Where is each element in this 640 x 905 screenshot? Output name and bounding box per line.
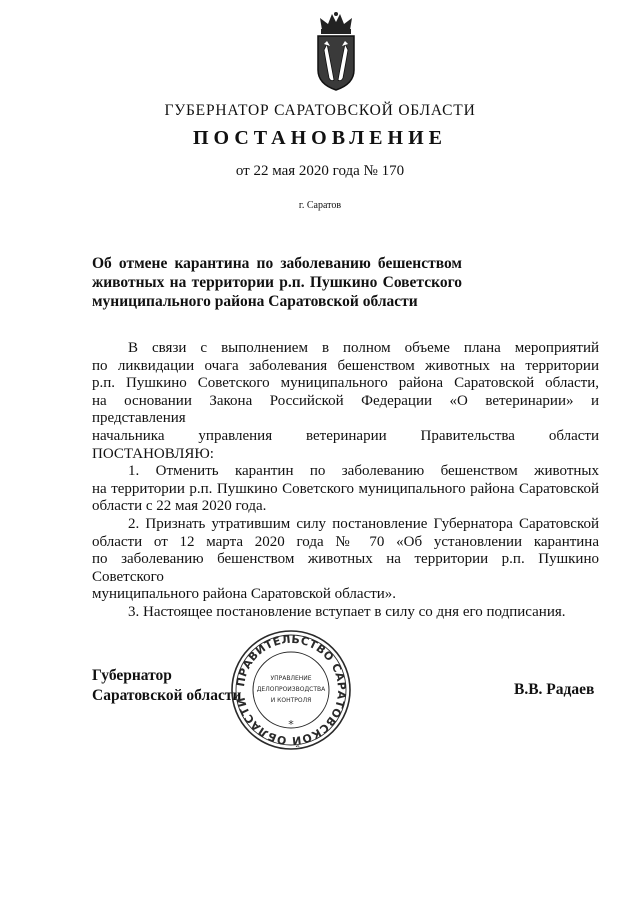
stamp-center-line: ДЕЛОПРОИЗВОДСТВА xyxy=(256,686,326,693)
stamp-ring-text: ПРАВИТЕЛЬСТВО САРАТОВСКОЙ ОБЛАСТИ xyxy=(233,632,349,748)
signatory-position xyxy=(92,666,241,706)
body-line: области от 12 марта 2020 года № 70 «Об установлении карантина xyxy=(92,533,599,550)
document-type: ПОСТАНОВЛЕНИЕ xyxy=(193,127,447,149)
body-line: р.п. Пушкино Советского муниципального района Саратовской области, xyxy=(92,375,599,392)
body-line: 1. Отменить карантин по заболеванию бешенством животных xyxy=(128,463,599,480)
title-line: Об отмене карантина по заболеванию бешенством xyxy=(92,255,462,272)
body-line: муниципального района Саратовской области». xyxy=(92,586,397,603)
body-line: на территории р.п. Пушкино Советского муниципального района Саратовской xyxy=(92,480,599,497)
position-line: Саратовской области xyxy=(92,687,242,704)
saratov-coat-of-arms-icon xyxy=(304,10,368,94)
stamp-center-line: И КОНТРОЛЯ xyxy=(270,697,312,704)
document-title xyxy=(92,254,462,311)
signatory-name: В.В. Радаев xyxy=(514,681,595,698)
body-line: 2. Признать утратившим силу постановление Губернатора Саратовской xyxy=(128,515,599,532)
document-city: г. Саратов xyxy=(298,200,342,211)
body-line: области с 22 мая 2020 года. xyxy=(92,498,267,515)
document-date-number: от 22 мая 2020 года № 170 xyxy=(235,163,405,179)
issuing-authority: ГУБЕРНАТОР САРАТОВСКОЙ ОБЛАСТИ xyxy=(164,102,476,119)
body-line: на основании Закона Российской Федерации «О ветеринарии» и представления xyxy=(92,392,599,427)
body-line: В связи с выполнением в полном объеме плана мероприятий xyxy=(128,340,599,356)
title-line: животных на территории р.п. Пушкино Советского xyxy=(92,274,462,291)
body-line: начальника управления ветеринарии Правительства области ПОСТАНОВЛЯЮ: xyxy=(92,427,599,462)
body-line: по ликвидации очага заболевания бешенством животных на территории xyxy=(92,357,599,374)
body-line: по заболеванию бешенством животных на территории р.п. Пушкино Советского xyxy=(92,551,599,585)
stamp-center-line: УПРАВЛЕНИЕ xyxy=(270,675,312,682)
stamp-star: * xyxy=(288,718,294,731)
document-body xyxy=(92,340,599,622)
body-line: 3. Настоящее постановление вступает в силу со дня его подписания. xyxy=(128,603,566,620)
position-line: Губернатор xyxy=(92,667,172,684)
official-seal-stamp xyxy=(229,628,353,752)
title-line: муниципального района Саратовской области xyxy=(92,293,418,310)
